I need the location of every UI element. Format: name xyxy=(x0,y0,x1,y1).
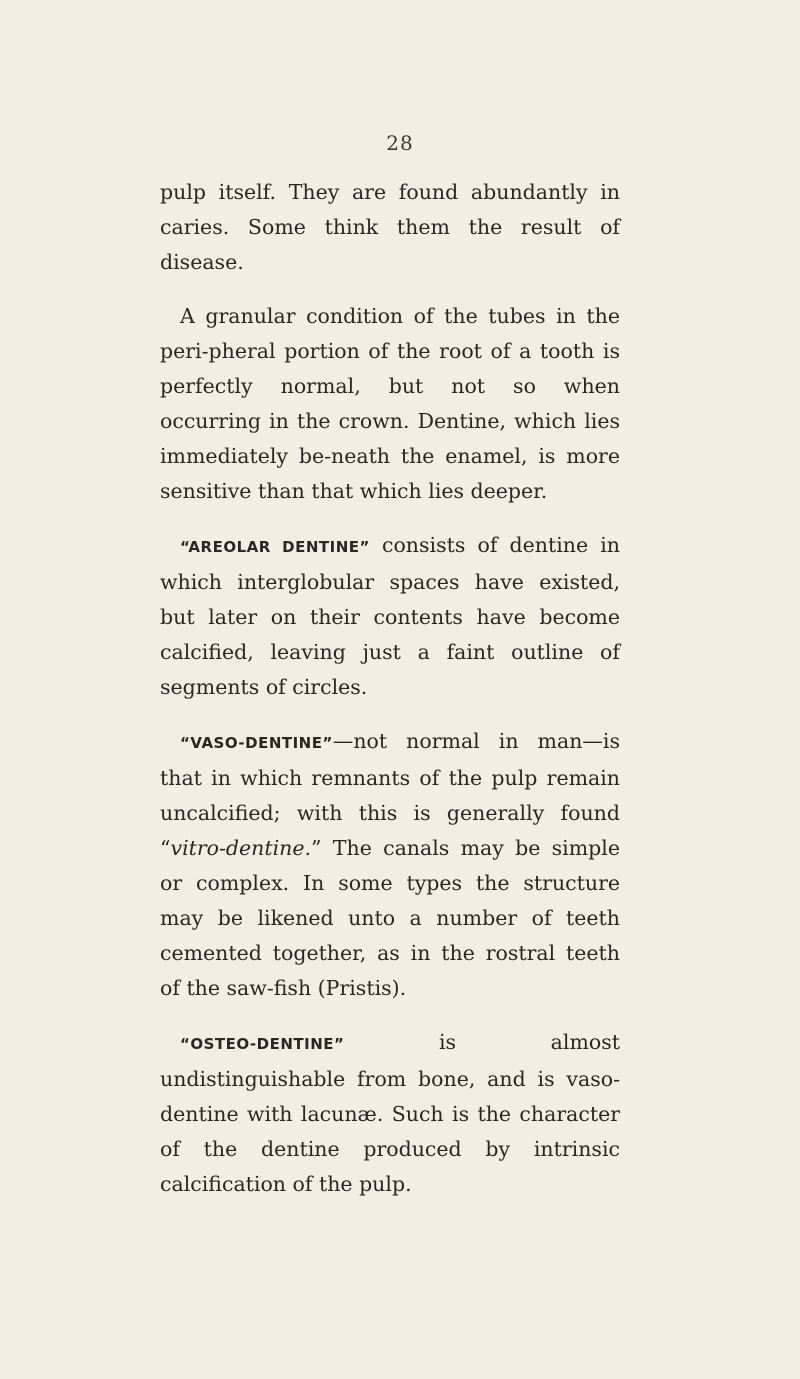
page-number: 28 xyxy=(386,131,414,155)
paragraph-4-text: —not normal in man—is that in which remnants of the pulp remain uncalcified; with this is generally found “ xyxy=(160,729,620,860)
term-areolar-dentine: “AREOLAR DENTINE” xyxy=(180,538,370,556)
term-vitro-dentine: vitro-dentine. xyxy=(170,836,312,860)
term-vaso-dentine: “VASO-DENTINE” xyxy=(180,734,333,752)
paragraph-4 xyxy=(160,724,620,1006)
paragraph-5-text: is almost undistinguishable from bone, and is vaso-dentine with lacunæ. Such is the character of the dentine produced by intrinsic calcification of the pulp. xyxy=(160,1030,620,1196)
paragraph-2: A granular condition of the tubes in the peri-pheral portion of the root of a tooth is perfectly normal, but not so when occurring in the crown. Dentine, which lies immediately be-neath the enamel, is more sensitive than that which lies deeper. xyxy=(160,304,620,503)
body-text xyxy=(160,175,620,1202)
paragraph-3 xyxy=(160,528,620,705)
paragraph-4-text-end: ” The canals may be simple or complex. In some types the structure may be likened unto a number of teeth cemented together, as in the rostral teeth of the saw-fish (Pristis). xyxy=(160,836,620,1000)
paragraph-3-text: consists of dentine in which interglobular spaces have existed, but later on their contents have become calcified, leaving just a faint outline of segments of circles. xyxy=(160,533,620,699)
paragraph-1: pulp itself. They are found abundantly in caries. Some think them the result of disease. xyxy=(160,180,620,274)
term-osteo-dentine: “OSTEO-DENTINE” xyxy=(180,1035,345,1053)
paragraph-5 xyxy=(160,1025,620,1202)
